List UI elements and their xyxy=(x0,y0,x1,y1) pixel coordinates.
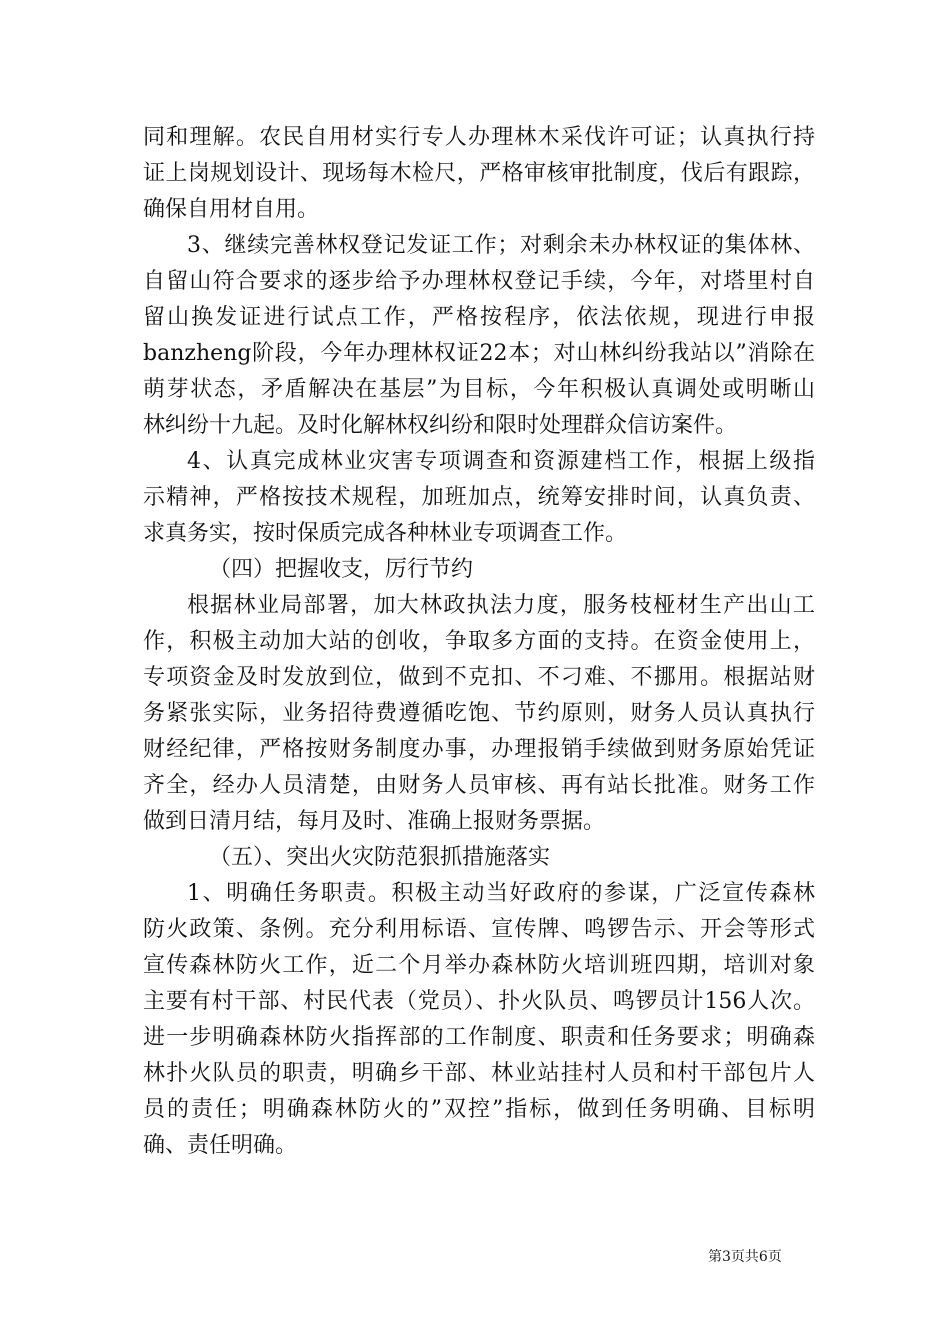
text-line: 留山换发证进行试点工作，严格按程序，依法依规，现进行申报 xyxy=(143,305,815,330)
text-line: 务紧张实际，业务招待费遵循吃饱、节约原则，财务人员认真执行 xyxy=(143,701,815,726)
text-line: 示精神，严格按技术规程，加班加点，统筹安排时间，认真负责、 xyxy=(143,485,815,510)
text-line: 3、继续完善林权登记发证工作；对剩余未办林权证的集体林、 xyxy=(187,233,815,258)
text-line: 求真务实，按时保质完成各种林业专项调查工作。 xyxy=(143,521,628,546)
text-line: 证上岗规划设计、现场每木检尺，严格审核审批制度，伐后有跟踪， xyxy=(143,161,815,186)
text-line: 确、责任明确。 xyxy=(143,1133,298,1158)
text-line: 齐全，经办人员清楚，由财务人员审核、再有站长批准。财务工作 xyxy=(143,773,815,798)
text-line: 宣传森林防火工作，近二个月举办森林防火培训班四期，培训对象 xyxy=(143,953,815,978)
text-line: 4、认真完成林业灾害专项调查和资源建档工作，根据上级指 xyxy=(187,449,815,474)
text-line: 根据林业局部署，加大林政执法力度，服务枝桠材生产出山工 xyxy=(187,593,815,618)
text-line: 财经纪律，严格按财务制度办事，办理报销手续做到财务原始凭证 xyxy=(143,737,815,762)
document-body xyxy=(143,120,815,1164)
text-line: 防火政策、条例。充分利用标语、宣传牌、鸣锣告示、开会等形式 xyxy=(143,917,815,942)
text-line: 进一步明确森林防火指挥部的工作制度、职责和任务要求；明确森 xyxy=(143,1025,815,1050)
text-line: 同和理解。农民自用材实行专人办理林木采伐许可证；认真执行持 xyxy=(143,125,815,150)
text-line: 林纠纷十九起。及时化解林权纠纷和限时处理群众信访案件。 xyxy=(143,413,738,438)
page-indicator: 第3页共6页 xyxy=(708,1249,782,1265)
text-line: 自留山符合要求的逐步给予办理林权登记手续，今年，对塔里村自 xyxy=(143,269,815,294)
text-line: 作，积极主动加大站的创收，争取多方面的支持。在资金使用上， xyxy=(143,629,815,654)
text-line: banzheng阶段，今年办理林权证22本；对山林纠纷我站以”消除在 xyxy=(143,341,815,366)
text-line: 林扑火队员的职责，明确乡干部、林业站挂村人员和村干部包片人 xyxy=(143,1061,815,1086)
section-heading: （五）、突出火灾防范狠抓措施落实 xyxy=(209,845,551,870)
text-line: 主要有村干部、村民代表（党员）、扑火队员、鸣锣员计156人次。 xyxy=(143,989,815,1014)
text-line: 专项资金及时发放到位，做到不克扣、不刁难、不挪用。根据站财 xyxy=(143,665,815,690)
section-heading: （四）把握收支，厉行节约 xyxy=(209,557,474,582)
text-line: 1、明确任务职责。积极主动当好政府的参谋，广泛宣传森林 xyxy=(187,881,815,906)
text-line: 确保自用材自用。 xyxy=(143,197,320,222)
text-line: 萌芽状态，矛盾解决在基层”为目标，今年积极认真调处或明晰山 xyxy=(143,377,815,402)
text-line: 员的责任；明确森林防火的”双控”指标，做到任务明确、目标明 xyxy=(143,1097,815,1122)
text-line: 做到日清月结，每月及时、准确上报财务票据。 xyxy=(143,809,606,834)
